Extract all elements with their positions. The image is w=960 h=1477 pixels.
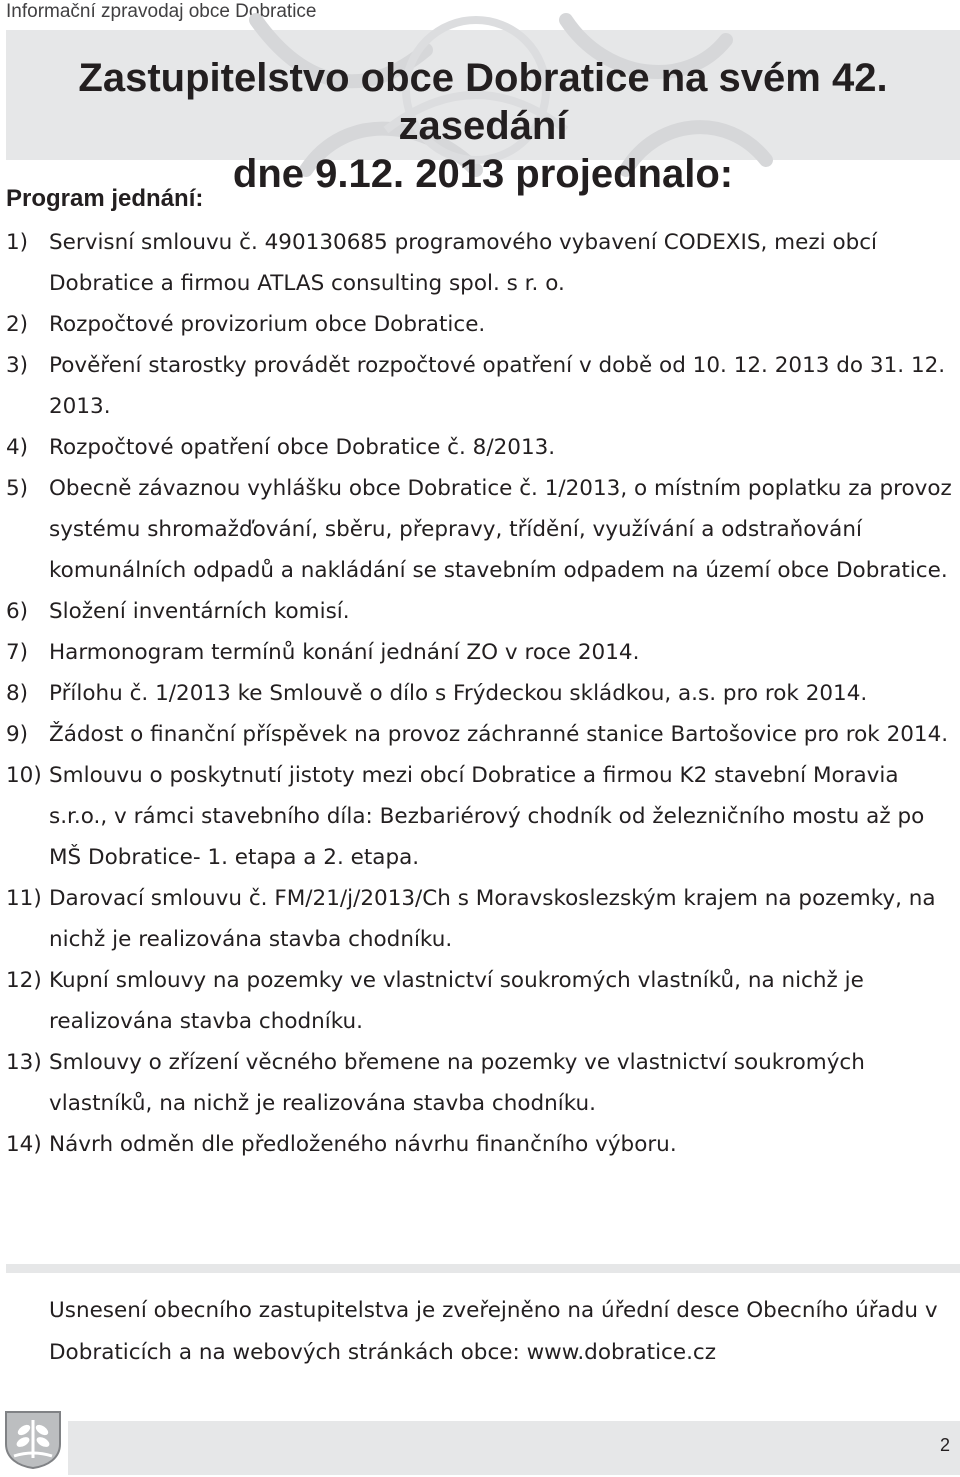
article-title-line-1: Zastupitelstvo obce Dobratice na svém 42. zasedání (78, 56, 888, 148)
agenda-item-text: Složení inventárních komisí. (49, 599, 350, 624)
agenda-item-number: 4) (6, 435, 29, 460)
publication-note: Usnesení obecního zastupitelstva je zveřejněno na úřední desce Obecního úřadu v Dobraticích a na webových stránkách obce: www.dobratice.cz (49, 1298, 938, 1365)
agenda-item (6, 960, 956, 1042)
agenda-item-number: 2) (6, 312, 29, 337)
agenda-item (6, 468, 956, 591)
agenda-item (6, 304, 956, 345)
agenda-item (6, 632, 956, 673)
agenda-item-number: 1) (6, 230, 29, 255)
agenda-item (6, 222, 956, 304)
agenda-item-number: 10) (6, 763, 42, 788)
agenda-item-text: Smlouvy o zřízení věcného břemene na pozemky ve vlastnictví soukromých vlastníků, na nichž je realizována stavba chodníku. (49, 1050, 865, 1116)
title-banner (6, 30, 960, 196)
page-number: 2 (939, 1435, 950, 1455)
agenda-item-number: 12) (6, 968, 42, 993)
village-coat-of-arms-icon (4, 1410, 62, 1474)
agenda-item-number: 8) (6, 681, 29, 706)
agenda-item-number: 3) (6, 353, 29, 378)
agenda-item-text: Rozpočtové opatření obce Dobratice č. 8/2013. (49, 435, 556, 460)
agenda-item (6, 755, 956, 878)
section-divider (6, 1264, 960, 1273)
agenda-item (6, 673, 956, 714)
agenda-item-number: 11) (6, 886, 42, 911)
agenda-item (6, 427, 956, 468)
agenda-item-text: Smlouvu o poskytnutí jistoty mezi obcí Dobratice a firmou K2 stavební Moravia s.r.o., v rámci stavebního díla: Bezbariérový chodník od železničního mostu až po MŠ Dobratice- 1. etapa a 2. etapa. (49, 763, 925, 870)
agenda-item (6, 591, 956, 632)
article-title-line-2: dne 9.12. 2013 projednalo: (232, 152, 734, 196)
agenda-item-text: Darovací smlouvu č. FM/21/j/2013/Ch s Moravskoslezským krajem na pozemky, na nichž je realizována stavba chodníku. (49, 886, 936, 952)
agenda-item-text: Návrh odměn dle předloženého návrhu finančního výboru. (49, 1132, 677, 1157)
agenda-item-number: 9) (6, 722, 29, 747)
article-title (6, 54, 960, 198)
running-head: Informační zpravodaj obce Dobratice (6, 1, 317, 22)
program-heading: Program jednání: (6, 185, 204, 212)
footer-bar (68, 1421, 960, 1475)
agenda-item-text: Žádost o finanční příspěvek na provoz záchranné stanice Bartošovice pro rok 2014. (49, 722, 949, 747)
agenda-item (6, 1124, 956, 1165)
agenda-item-text: Pověření starostky provádět rozpočtové opatření v době od 10. 12. 2013 do 31. 12. 2013. (49, 353, 946, 419)
agenda-item (6, 714, 956, 755)
agenda-item-text: Rozpočtové provizorium obce Dobratice. (49, 312, 486, 337)
agenda-item-text: Obecně závaznou vyhlášku obce Dobratice č. 1/2013, o místním poplatku za provoz systému shromažďování, sběru, přepravy, třídění, využívání a odstraňování komunálních odpadů a nakládání se stavebním odpadem na území obce Dobratice. (49, 476, 952, 583)
agenda-item (6, 878, 956, 960)
agenda-item-text: Servisní smlouvu č. 490130685 programového vybavení CODEXIS, mezi obcí Dobratice a firmou ATLAS consulting spol. s r. o. (49, 230, 878, 296)
agenda-item-number: 14) (6, 1132, 42, 1157)
agenda-item (6, 345, 956, 427)
agenda-item-number: 7) (6, 640, 29, 665)
agenda-item (6, 1042, 956, 1124)
agenda-list (6, 222, 956, 1165)
agenda-item-text: Kupní smlouvy na pozemky ve vlastnictví soukromých vlastníků, na nichž je realizována stavba chodníku. (49, 968, 864, 1034)
agenda-item-text: Přílohu č. 1/2013 ke Smlouvě o dílo s Frýdeckou skládkou, a.s. pro rok 2014. (49, 681, 868, 706)
agenda-item-number: 6) (6, 599, 29, 624)
agenda-item-number: 5) (6, 476, 29, 501)
agenda-item-text: Harmonogram termínů konání jednání ZO v roce 2014. (49, 640, 640, 665)
agenda-item-number: 13) (6, 1050, 42, 1075)
